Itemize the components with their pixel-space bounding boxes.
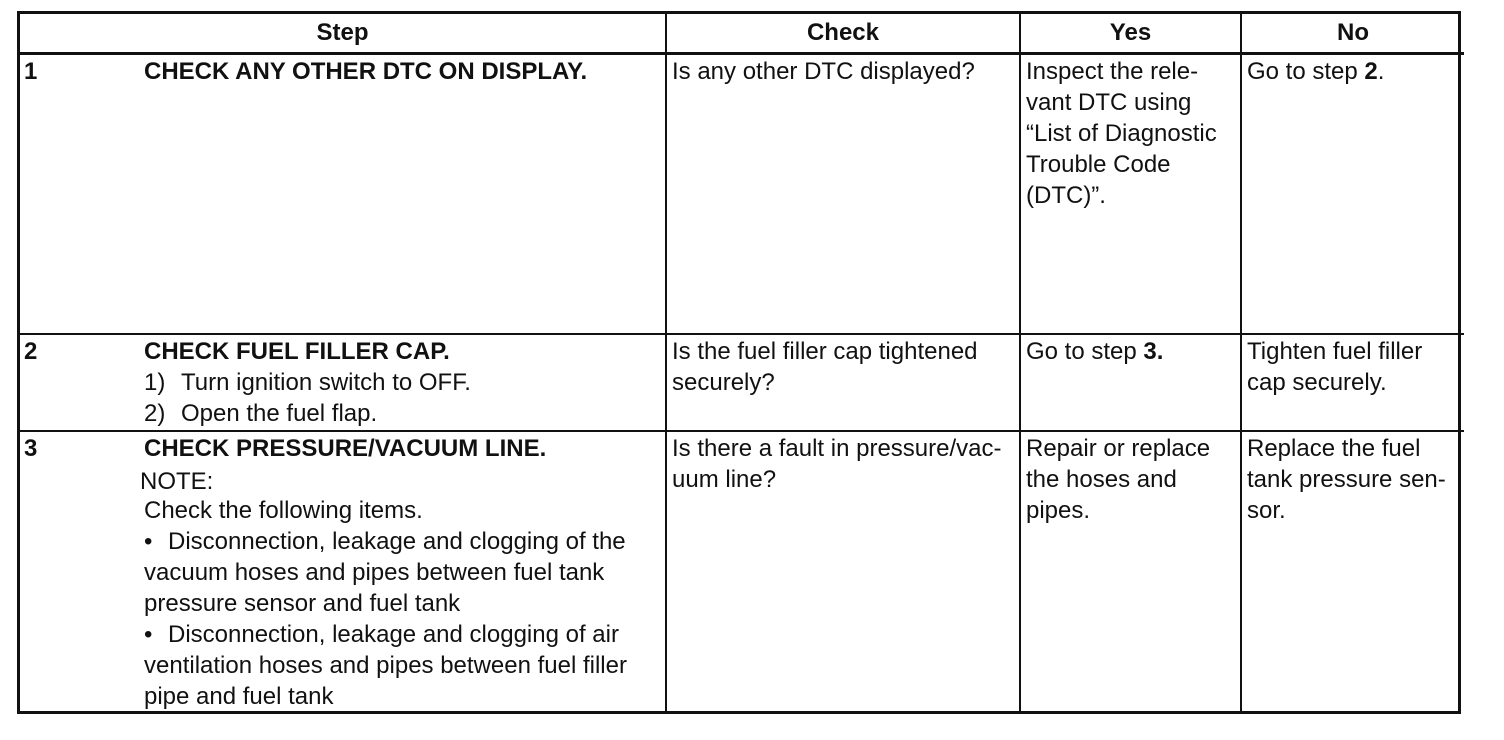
no-line: tank pressure sen- <box>1247 466 1446 493</box>
bullet-line: pressure sensor and fuel tank <box>144 590 461 617</box>
yes-line: Repair or replace <box>1026 435 1211 462</box>
header-step: Step <box>20 14 666 54</box>
yes-line: vant DTC using <box>1026 89 1192 116</box>
step-title: CHECK ANY OTHER DTC ON DISPLAY. <box>144 58 588 85</box>
diagnostic-table-frame <box>17 11 1461 714</box>
bullet-line: Disconnection, leakage and clogging of the <box>168 528 626 555</box>
check-cell <box>666 334 1020 431</box>
step-title: CHECK FUEL FILLER CAP. <box>144 338 450 365</box>
step-body <box>140 433 659 712</box>
substep-number: 1) <box>144 369 166 396</box>
step-cell <box>20 431 666 712</box>
yes-text: Go to step <box>1026 338 1144 365</box>
substep-number: 2) <box>144 400 166 427</box>
no-cell <box>1241 431 1464 712</box>
bullet-icon: • <box>144 621 153 648</box>
yes-cell <box>1020 431 1241 712</box>
no-suffix: . <box>1377 58 1385 85</box>
check-line: Is the fuel filler cap tightened <box>672 338 978 365</box>
step-number: 2 <box>24 338 38 365</box>
no-cell <box>1241 334 1464 431</box>
no-line: Tighten fuel filler <box>1247 338 1423 365</box>
bullet-line: vacuum hoses and pipes between fuel tank <box>144 559 605 586</box>
header-no: No <box>1241 14 1464 54</box>
check-line: uum line? <box>672 466 777 493</box>
no-line: cap securely. <box>1247 369 1387 396</box>
yes-line: “List of Diagnostic <box>1026 120 1217 147</box>
header-row <box>20 14 1464 54</box>
bullet-item <box>144 526 659 619</box>
yes-line: Trouble Code <box>1026 151 1171 178</box>
no-text: Go to step <box>1247 58 1365 85</box>
bullet-line: Disconnection, leakage and clogging of air <box>168 621 619 648</box>
bullet-icon: • <box>144 528 153 555</box>
step-number: 1 <box>24 58 38 85</box>
yes-cell <box>1020 334 1241 431</box>
step-body <box>144 336 659 429</box>
table-row <box>20 334 1464 431</box>
step-cell <box>20 54 666 335</box>
check-line: Is there a fault in pressure/vac- <box>672 435 1002 462</box>
table-row <box>20 431 1464 712</box>
bullet-line: pipe and fuel tank <box>144 683 334 710</box>
note-label: NOTE: <box>140 468 214 495</box>
step-cell <box>20 334 666 431</box>
check-cell <box>666 431 1020 712</box>
header-yes: Yes <box>1020 14 1241 54</box>
step-number: 3 <box>24 435 38 462</box>
no-line: Replace the fuel <box>1247 435 1421 462</box>
bullet-line: ventilation hoses and pipes between fuel filler <box>144 652 627 679</box>
substep-item <box>144 398 659 429</box>
check-cell <box>666 54 1020 335</box>
note-intro: Check the following items. <box>144 497 423 524</box>
check-text: Is any other DTC displayed? <box>672 58 975 85</box>
yes-line: Inspect the rele- <box>1026 58 1199 85</box>
no-line: sor. <box>1247 497 1286 524</box>
yes-line: the hoses and <box>1026 466 1177 493</box>
check-line: securely? <box>672 369 775 396</box>
substep-text: Turn ignition switch to OFF. <box>181 369 471 396</box>
substep-item <box>144 367 659 398</box>
yes-step-ref: 3. <box>1143 338 1164 365</box>
yes-line: pipes. <box>1026 497 1091 524</box>
step-body <box>144 56 659 87</box>
bullet-item <box>144 619 659 712</box>
no-cell <box>1241 54 1464 335</box>
yes-line: (DTC)”. <box>1026 182 1106 209</box>
diagnostic-table <box>20 14 1464 712</box>
substep-text: Open the fuel flap. <box>181 400 378 427</box>
step-title: CHECK PRESSURE/VACUUM LINE. <box>144 435 547 462</box>
yes-cell <box>1020 54 1241 335</box>
header-check: Check <box>666 14 1020 54</box>
no-step-ref: 2 <box>1364 58 1378 85</box>
table-row <box>20 54 1464 335</box>
